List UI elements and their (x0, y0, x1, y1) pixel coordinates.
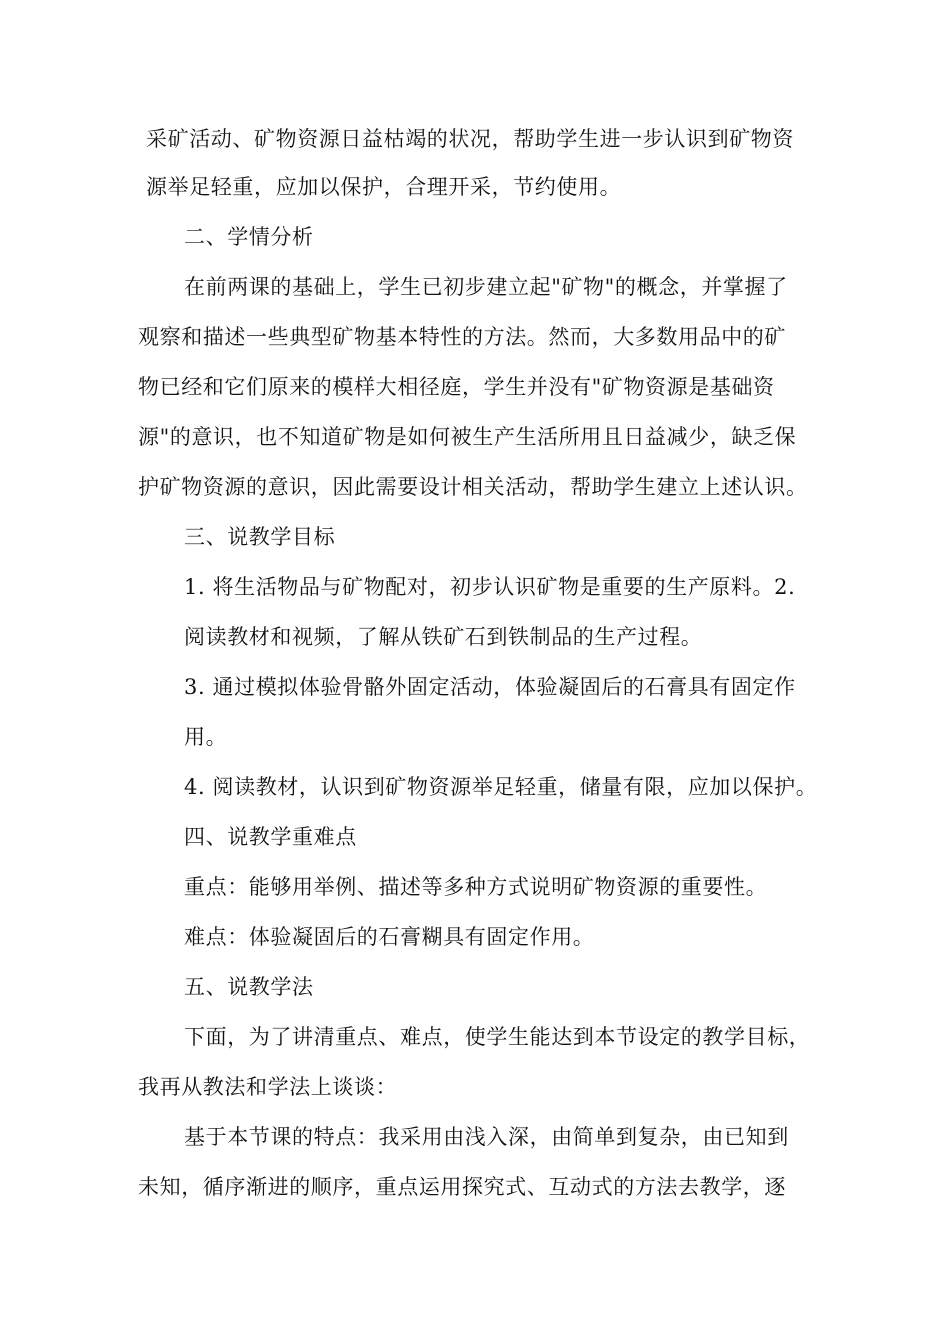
text-line: 4. 阅读教材，认识到矿物资源举足轻重，储量有限，应加以保护。 (184, 775, 818, 799)
text-line: 源"的意识，也不知道矿物是如何被生产生活所用且日益减少，缺乏保 (138, 425, 797, 449)
text-line: 重点：能够用举例、描述等多种方式说明矿物资源的重要性。 (184, 875, 768, 899)
text-line: 用。 (184, 725, 228, 749)
section-heading: 二、学情分析 (184, 225, 314, 249)
text-line: 观察和描述一些典型矿物基本特性的方法。然而，大多数用品中的矿 (138, 325, 786, 349)
text-line: 1. 将生活物品与矿物配对，初步认识矿物是重要的生产原料。2. (184, 575, 796, 599)
text-line: 难点：体验凝固后的石膏糊具有固定作用。 (184, 925, 595, 949)
section-heading: 五、说教学法 (184, 975, 314, 999)
text-line: 源举足轻重，应加以保护，合理开采，节约使用。 (146, 175, 622, 199)
text-line: 护矿物资源的意识，因此需要设计相关活动，帮助学生建立上述认识。 (138, 475, 808, 499)
text-line: 我再从教法和学法上谈谈： (138, 1075, 398, 1099)
text-line: 未知，循序渐进的顺序，重点运用探究式、互动式的方法去教学，逐 (138, 1175, 786, 1199)
text-line: 物已经和它们原来的模样大相径庭，学生并没有"矿物资源是基础资 (138, 375, 775, 399)
text-line: 在前两课的基础上，学生已初步建立起"矿物"的概念，并掌握了 (184, 275, 788, 299)
text-line: 采矿活动、矿物资源日益枯竭的状况，帮助学生进一步认识到矿物资 (146, 127, 794, 151)
section-heading: 三、说教学目标 (184, 525, 336, 549)
text-line: 基于本节课的特点：我采用由浅入深，由简单到复杂，由已知到 (184, 1125, 789, 1149)
text-line: 阅读教材和视频，了解从铁矿石到铁制品的生产过程。 (184, 625, 703, 649)
text-line: 下面，为了讲清重点、难点，使学生能达到本节设定的教学目标， (184, 1025, 811, 1049)
section-heading: 四、说教学重难点 (184, 825, 357, 849)
text-line: 3. 通过模拟体验骨骼外固定活动，体验凝固后的石膏具有固定作 (184, 675, 796, 699)
